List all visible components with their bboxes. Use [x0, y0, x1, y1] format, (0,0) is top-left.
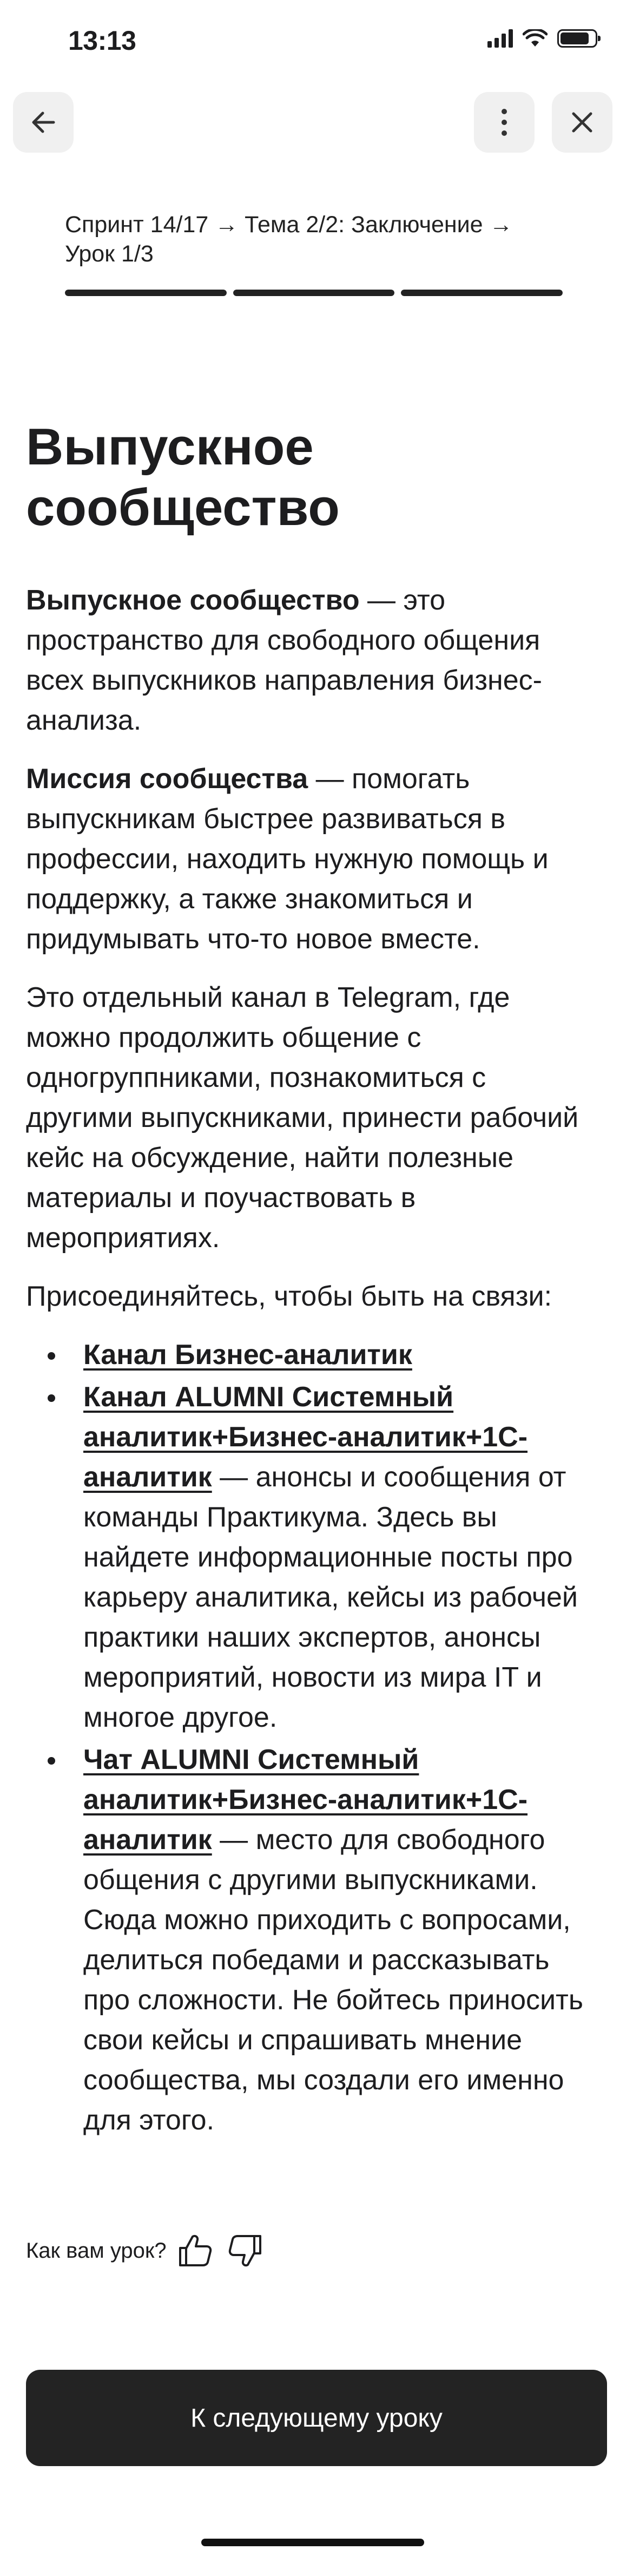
next-lesson-button[interactable]: К следующему уроку [26, 2370, 607, 2466]
arrow-left-icon [29, 108, 58, 137]
like-button[interactable] [174, 2230, 215, 2271]
community-links-list [26, 1335, 599, 2140]
mission-bold: Миссия сообщества [26, 763, 308, 795]
intro-text: — это пространство для свободного общения всех выпускников направления бизнес-анализа. [26, 585, 543, 736]
feedback-question: Как вам урок? [26, 2238, 167, 2263]
back-button[interactable] [13, 92, 74, 153]
list-item [26, 1740, 599, 2140]
more-options-button[interactable] [474, 92, 535, 153]
status-icons [487, 29, 597, 48]
dislike-button[interactable] [225, 2230, 266, 2271]
progress-segment [401, 290, 563, 296]
status-bar [0, 0, 633, 81]
paragraph-mission [26, 759, 599, 959]
progress-segment-fill [233, 290, 395, 296]
link-alumni-channel[interactable]: Канал ALUMNI Системный аналитик+Бизнес-аналитик+1С-аналитик [83, 1381, 528, 1493]
home-indicator[interactable] [201, 2539, 424, 2546]
progress-segment-fill [401, 290, 563, 296]
bullet [48, 1394, 55, 1402]
page-title: Выпускное сообщество [26, 418, 340, 536]
status-time: 13:13 [68, 25, 136, 56]
breadcrumb: Спринт 14/17 → Тема 2/2: Заключение → Урок 1/3 [65, 212, 513, 267]
wifi-icon [523, 29, 548, 48]
link-business-analyst-channel[interactable]: Канал Бизнес-аналитик [83, 1339, 412, 1371]
link-alumni-chat[interactable]: Чат ALUMNI Системный аналитик+Бизнес-аналитик+1С-аналитик [83, 1744, 528, 1856]
close-button[interactable] [552, 92, 612, 153]
close-icon [569, 109, 595, 135]
bullet [48, 1352, 55, 1360]
bullet [48, 1757, 55, 1765]
progress-segment [65, 290, 227, 296]
link-desc: — анонсы и сообщения от команды Практикума. Здесь вы найдете информационные посты про карьеру аналитика, кейсы из рабочей практики наших экспертов, анонсы мероприятий, новости из мира IT и многое другое. [83, 1461, 578, 1733]
progress-segment-fill [65, 290, 227, 296]
progress-segment [233, 290, 395, 296]
thumb-up-icon [177, 2233, 213, 2269]
list-item [26, 1377, 599, 1738]
paragraph-join: Присоединяйтесь, чтобы быть на связи: [26, 1281, 552, 1312]
paragraph-telegram: Это отдельный канал в Telegram, где можно продолжить общение с одногруппниками, познакомиться с другими выпускниками, принести рабочий кейс на обсуждение, найти полезные материалы и поучаствовать в мероприятиях. [26, 982, 579, 1254]
intro-bold: Выпускное сообщество [26, 585, 360, 616]
paragraph-intro [26, 580, 599, 740]
more-vertical-icon [499, 107, 510, 137]
lesson-progress [65, 290, 563, 296]
cellular-signal-icon [487, 29, 513, 48]
list-item [26, 1335, 599, 1375]
battery-icon [557, 29, 597, 48]
lesson-feedback [26, 2230, 276, 2271]
lesson-content [26, 417, 599, 2142]
mission-text: — помогать выпускникам быстрее развиваться в профессии, находить нужную помощь и поддержку, а также знакомиться и придумывать что-то новое вместе. [26, 763, 549, 955]
link-desc: — место для свободного общения с другими выпускниками. Сюда можно приходить с вопросами, делиться победами и рассказывать про сложности. Не бойтесь приносить свои кейсы и спрашивать мнение сообщества, мы создали его именно для этого. [83, 1824, 583, 2136]
thumb-down-icon [228, 2233, 263, 2269]
